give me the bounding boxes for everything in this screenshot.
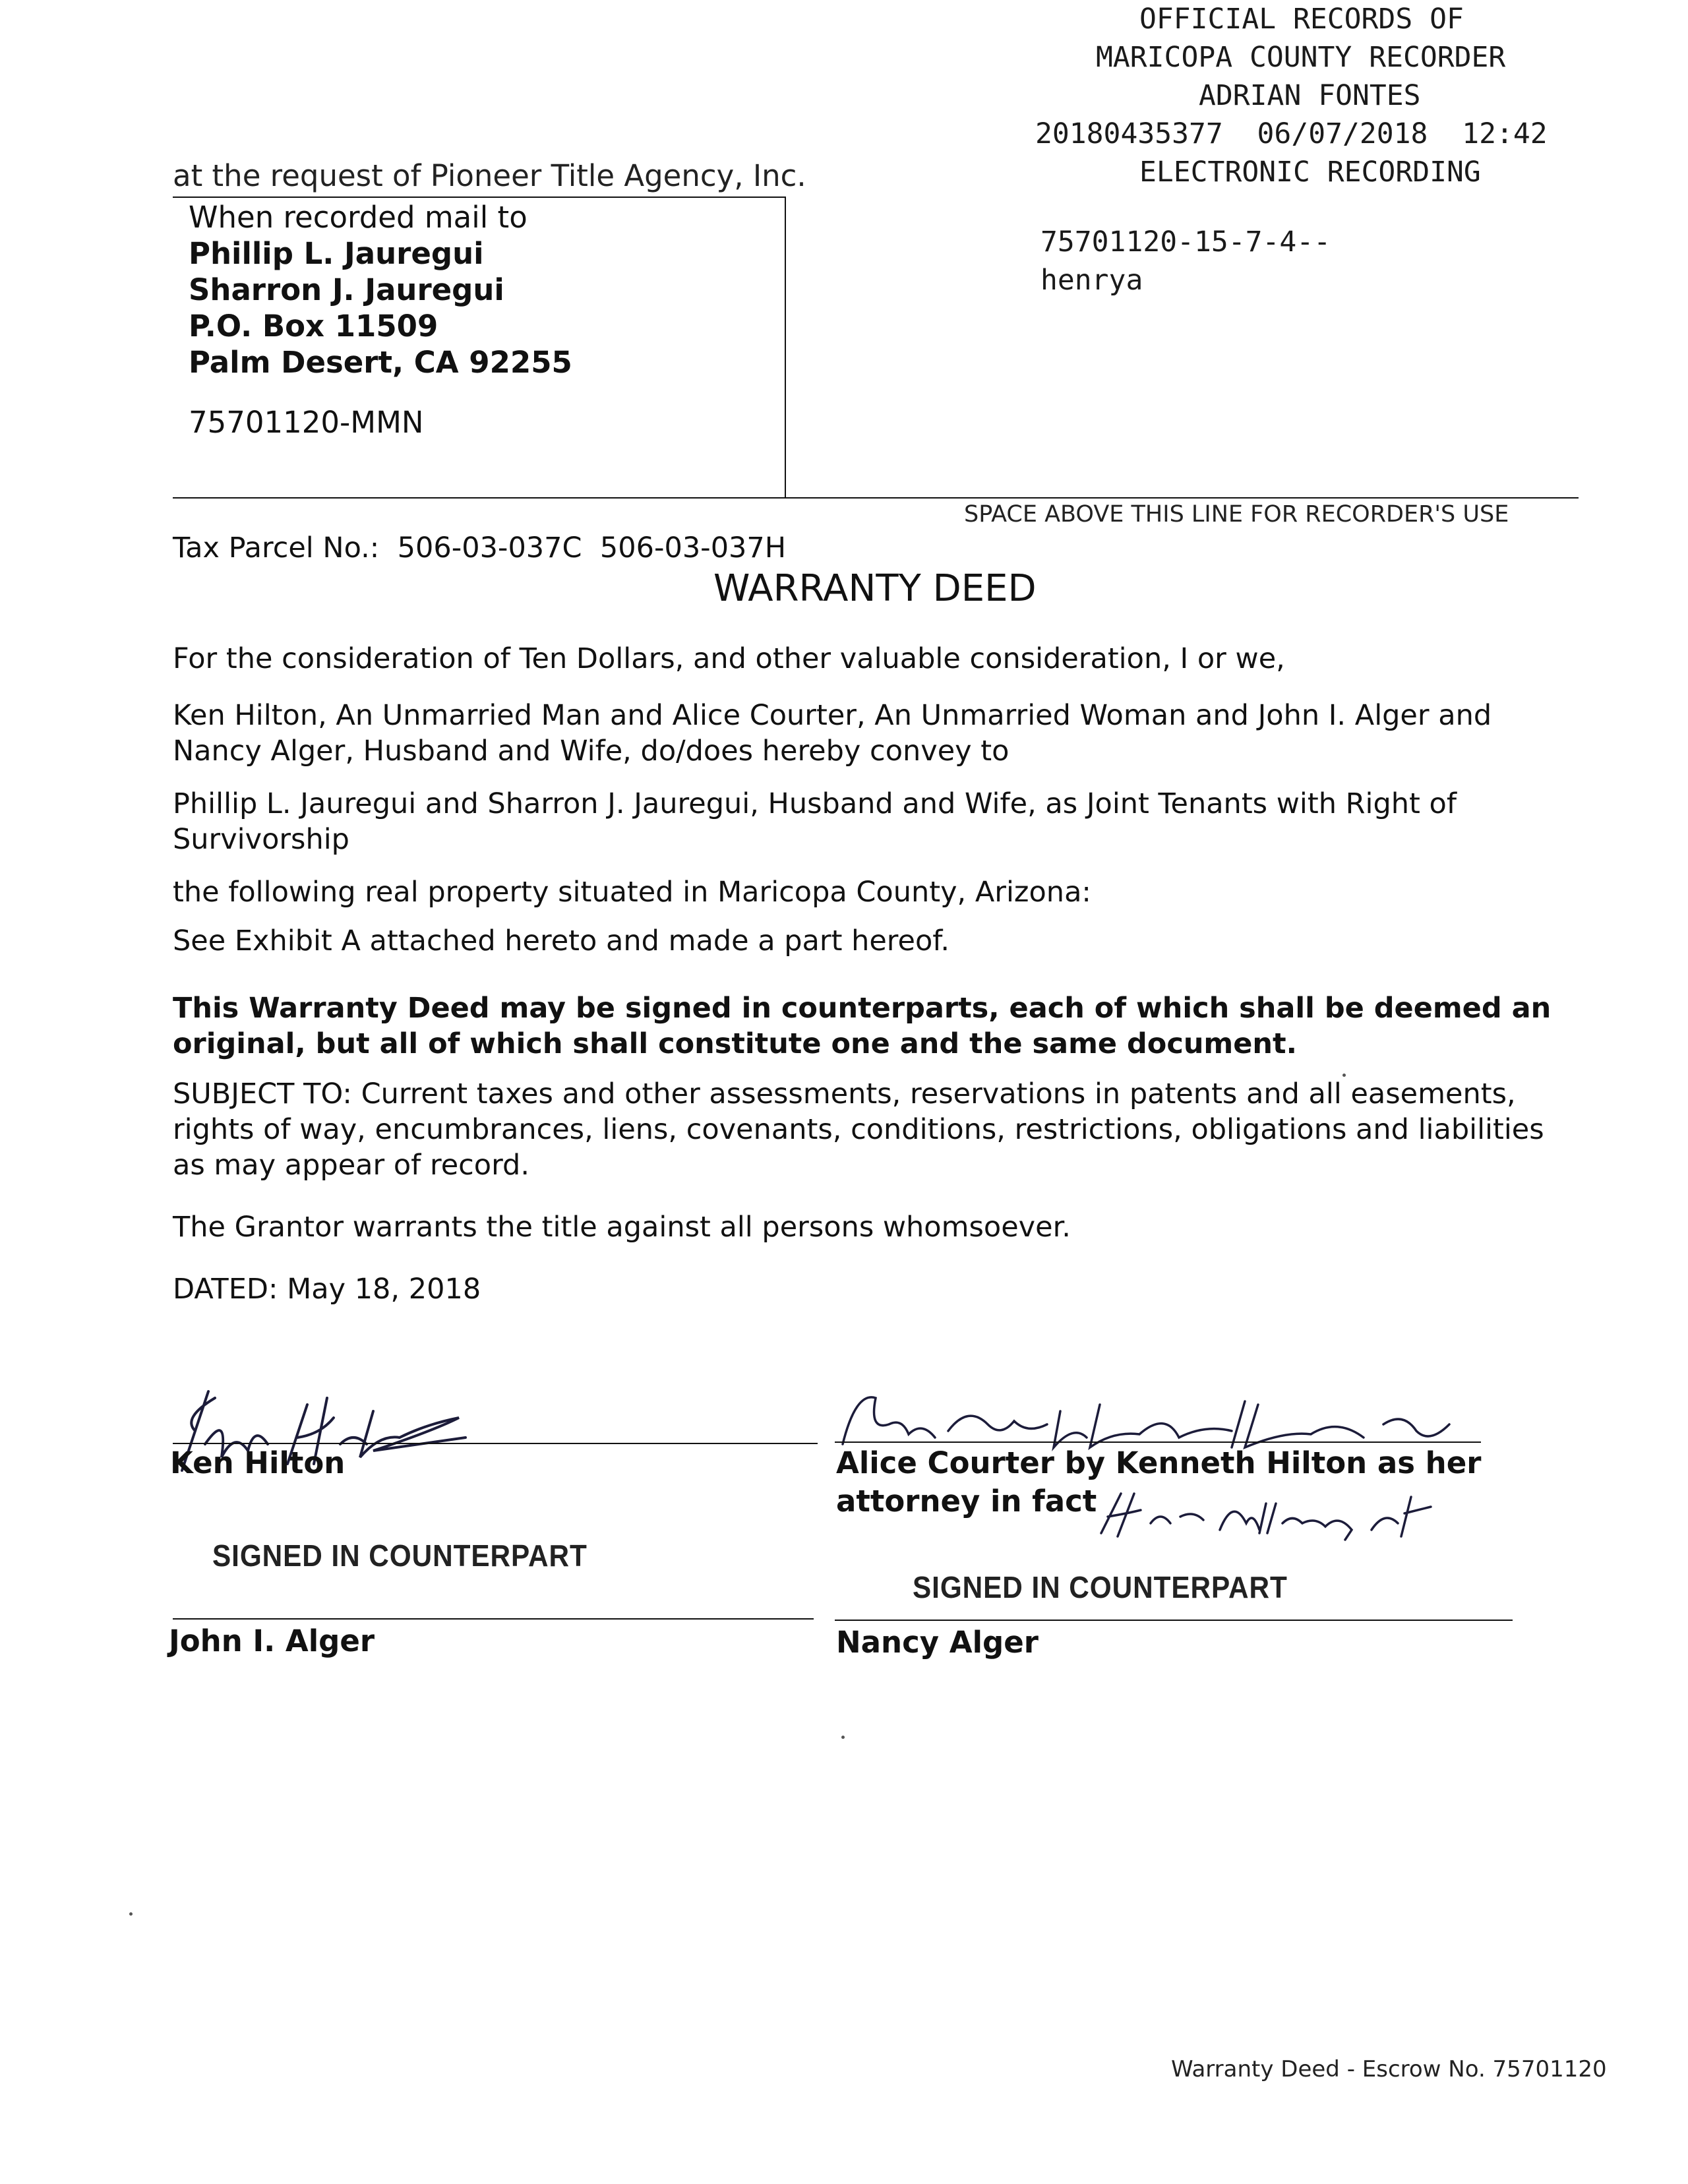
alice-handwritten-note [1095, 1484, 1451, 1543]
recorder-line-2: MARICOPA COUNTY RECORDER [1096, 41, 1506, 74]
mail-to-name-1: Phillip L. Jauregui [189, 236, 484, 271]
recorder-line-1: OFFICIAL RECORDS OF [1139, 3, 1464, 36]
warrants-paragraph: The Grantor warrants the title against all persons whomsoever. [173, 1211, 1071, 1244]
counterparts-paragraph: This Warranty Deed may be signed in counterparts, each of which shall be deemed an original, but all of which shall constitute one and the same document. [173, 992, 1552, 1060]
nancy-signature-rule [835, 1620, 1513, 1621]
recorder-line-5: ELECTRONIC RECORDING [1139, 156, 1481, 189]
stamp-signed-in-counterpart-right: SIGNED IN COUNTERPART [913, 1570, 1288, 1604]
mail-to-block [189, 199, 572, 440]
mail-to-address: P.O. Box 11509 [189, 309, 438, 344]
mail-box-top-rule [173, 197, 786, 198]
property-paragraph: the following real property situated in Maricopa County, Arizona: [173, 876, 1091, 909]
grantees-paragraph: Phillip L. Jauregui and Sharron J. Jauregui, Husband and Wife, as Joint Tenants with Right of Survivorship [173, 787, 1457, 856]
request-line: at the request of Pioneer Title Agency, Inc. [173, 158, 806, 193]
john-alger-name: John I. Alger [169, 1623, 375, 1658]
mail-box-right-rule [785, 197, 786, 499]
mail-to-label: When recorded mail to [189, 200, 528, 235]
scan-speck-3 [129, 1912, 133, 1916]
recorder-code: 75701120-15-7-4-- [1040, 226, 1331, 258]
subject-to-paragraph: SUBJECT TO: Current taxes and other assessments, reservations in patents and all easements, rights of way, encumbrances, liens, covenants, conditions, restrictions, obligations and liabilities as may appear of record. [173, 1077, 1544, 1182]
recorder-user: henrya [1040, 264, 1143, 297]
scan-speck-2 [841, 1736, 845, 1739]
attorney-in-fact-scribble [1095, 1484, 1451, 1543]
recording-number: 20180435377 06/07/2018 12:42 [1035, 117, 1548, 150]
recorder-code-block [1040, 223, 1331, 299]
grantors-paragraph: Ken Hilton, An Unmarried Man and Alice Courter, An Unmarried Woman and John I. Alger and Nancy Alger, Husband and Wife, do/does hereby convey to [173, 699, 1492, 768]
mail-to-city: Palm Desert, CA 92255 [189, 345, 572, 380]
recorder-use-rule [173, 497, 1579, 499]
consideration-paragraph: For the consideration of Ten Dollars, and other valuable consideration, I or we, [173, 642, 1285, 675]
mail-to-name-2: Sharron J. Jauregui [189, 272, 504, 307]
scan-speck-1 [1342, 1074, 1346, 1077]
alice-courter-line-1: Alice Courter by Kenneth Hilton as her [836, 1445, 1482, 1480]
alice-courter-line-2: attorney in fact [836, 1484, 1097, 1519]
ken-hilton-name: Ken Hilton [170, 1445, 346, 1480]
john-signature-rule [173, 1618, 814, 1620]
stamp-signed-in-counterpart-left: SIGNED IN COUNTERPART [212, 1538, 588, 1573]
exhibit-paragraph: See Exhibit A attached hereto and made a part hereof. [173, 925, 950, 957]
recorder-block [1035, 0, 1668, 191]
nancy-alger-name: Nancy Alger [836, 1625, 1039, 1660]
space-above-note: SPACE ABOVE THIS LINE FOR RECORDER'S USE [964, 501, 1509, 528]
page-footer: Warranty Deed - Escrow No. 75701120 [1171, 2056, 1607, 2082]
tax-parcel: Tax Parcel No.: 506-03-037C 506-03-037H [173, 531, 787, 564]
dated-line: DATED: May 18, 2018 [173, 1273, 481, 1306]
deed-body [173, 641, 1564, 1307]
recorder-line-3: ADRIAN FONTES [1199, 79, 1421, 112]
mail-to-ref: 75701120-MMN [189, 405, 424, 440]
ken-signature-rule [173, 1443, 818, 1444]
document-title: WARRANTY DEED [713, 567, 1037, 610]
alice-signature-rule [835, 1441, 1481, 1443]
